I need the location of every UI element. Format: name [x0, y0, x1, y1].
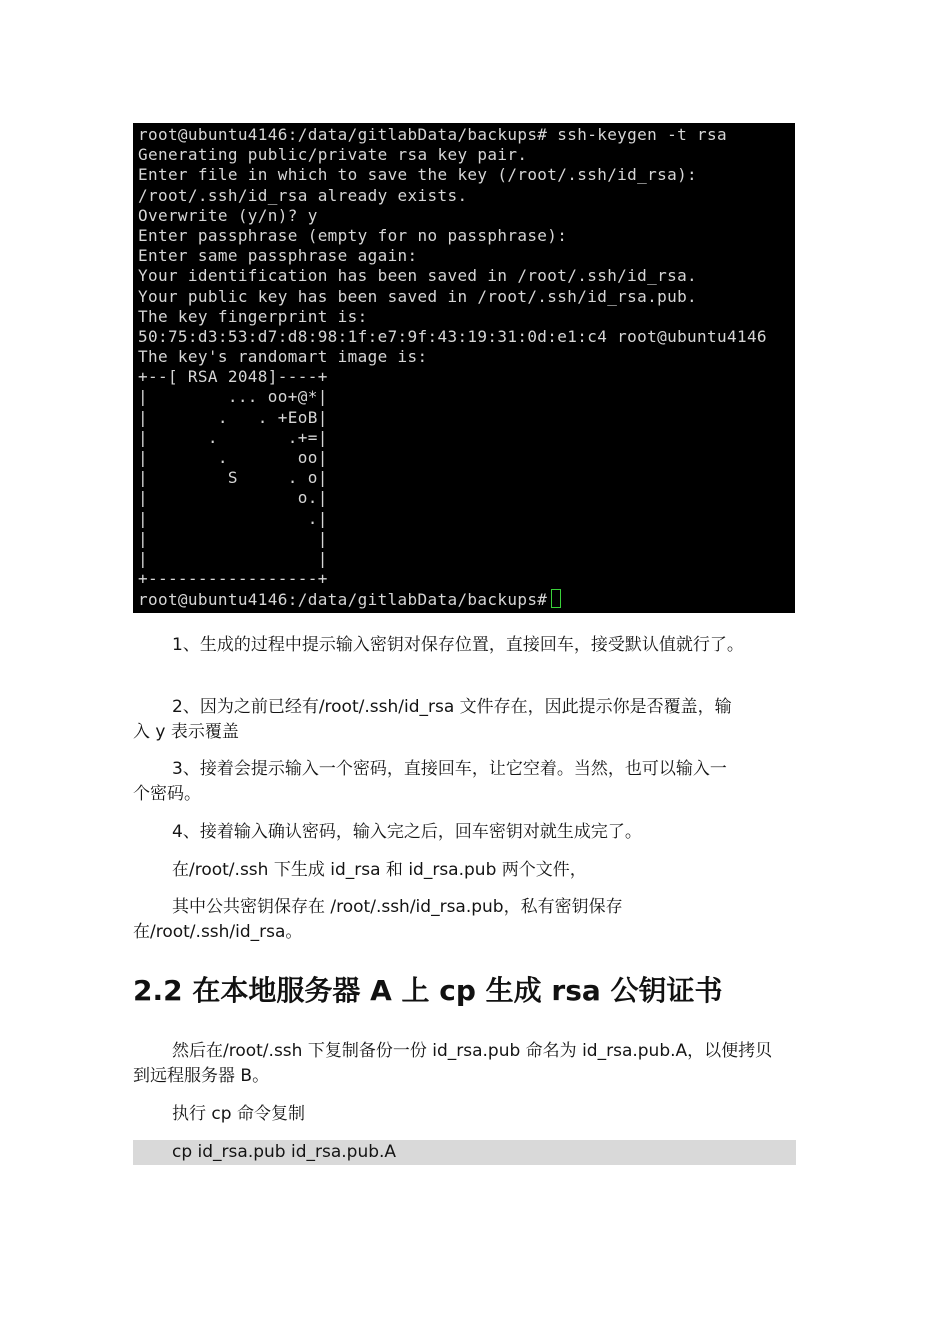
step-2-line-1: 2、因为之前已经有/root/.ssh/id_rsa 文件存在，因此提示你是否覆盖，输: [172, 697, 732, 717]
keys-location-line-2: 在/root/.ssh/id_rsa。: [133, 922, 303, 942]
step-2-line-2: 入 y 表示覆盖: [133, 722, 239, 742]
randomart-line: | . . +EoB|: [138, 407, 328, 427]
terminal-line: Enter passphrase (empty for no passphrase):: [138, 225, 568, 245]
randomart-line: +-----------------+: [138, 569, 328, 589]
keys-location-paragraph: [133, 895, 813, 945]
keys-location-line-1: 其中公共密钥保存在 /root/.ssh/id_rsa.pub，私有密钥保存: [172, 897, 623, 917]
randomart-line: | |: [138, 528, 328, 548]
step-3-paragraph: [133, 757, 813, 807]
code-block: cp id_rsa.pub id_rsa.pub.A: [133, 1140, 796, 1165]
randomart-line: | S . o|: [138, 468, 328, 488]
step-4-text: 4、接着输入确认密码，输入完之后，回车密钥对就生成完了。: [172, 822, 642, 842]
randomart-line: | . oo|: [138, 448, 328, 467]
randomart-line: +--[ RSA 2048]----+: [138, 367, 328, 387]
terminal-line: The key fingerprint is:: [138, 306, 368, 326]
step-2-paragraph: [133, 695, 813, 745]
step-1-text: 1、生成的过程中提示输入密钥对保存位置，直接回车，接受默认值就行了。: [172, 635, 744, 655]
terminal-line: Enter file in which to save the key (/root/.ssh/id_rsa):: [138, 165, 698, 185]
terminal-line: root@ubuntu4146:/data/gitlabData/backups# ssh-keygen -t rsa: [138, 125, 727, 144]
files-generated-text: 在/root/.ssh 下生成 id_rsa 和 id_rsa.pub 两个文件，: [172, 860, 587, 880]
copy-instruction-line-1: 然后在/root/.ssh 下复制备份一份 id_rsa.pub 命名为 id_rsa.pub.A，以便拷贝: [172, 1041, 773, 1061]
terminal-prompt: root@ubuntu4146:/data/gitlabData/backups#: [138, 590, 548, 610]
terminal-prompt-line: [138, 589, 795, 609]
terminal-line: Your public key has been saved in /root/.ssh/id_rsa.pub.: [138, 286, 698, 306]
randomart-line: | . .+=|: [138, 427, 328, 447]
randomart-line: | .|: [138, 508, 328, 528]
terminal-line: Overwrite (y/n)? y: [138, 205, 318, 225]
section-heading: 2.2 在本地服务器 A 上 cp 生成 rsa 公钥证书: [133, 974, 723, 1007]
terminal-line: Your identification has been saved in /root/.ssh/id_rsa.: [138, 266, 698, 286]
randomart-line: | |: [138, 548, 328, 568]
terminal-line: /root/.ssh/id_rsa already exists.: [138, 185, 468, 205]
copy-instruction-line-2: 到远程服务器 B。: [133, 1066, 270, 1086]
terminal-line: Generating public/private rsa key pair.: [138, 145, 528, 165]
terminal-line: 50:75:d3:53:d7:d8:98:1f:e7:9f:43:19:31:0d:e1:c4 root@ubuntu4146: [138, 326, 767, 346]
copy-instruction-paragraph: [133, 1039, 813, 1089]
randomart-line: | o.|: [138, 488, 328, 508]
randomart-line: | ... oo+@*|: [138, 387, 328, 407]
terminal-screenshot: [133, 123, 795, 613]
run-cp-text: 执行 cp 命令复制: [172, 1104, 305, 1124]
step-3-line-1: 3、接着会提示输入一个密码，直接回车，让它空着。当然，也可以输入一: [172, 759, 727, 779]
cursor-icon: [551, 589, 561, 608]
terminal-line: Enter same passphrase again:: [138, 246, 418, 266]
step-3-line-2: 个密码。: [133, 784, 201, 804]
terminal-line: The key's randomart image is:: [138, 347, 428, 367]
